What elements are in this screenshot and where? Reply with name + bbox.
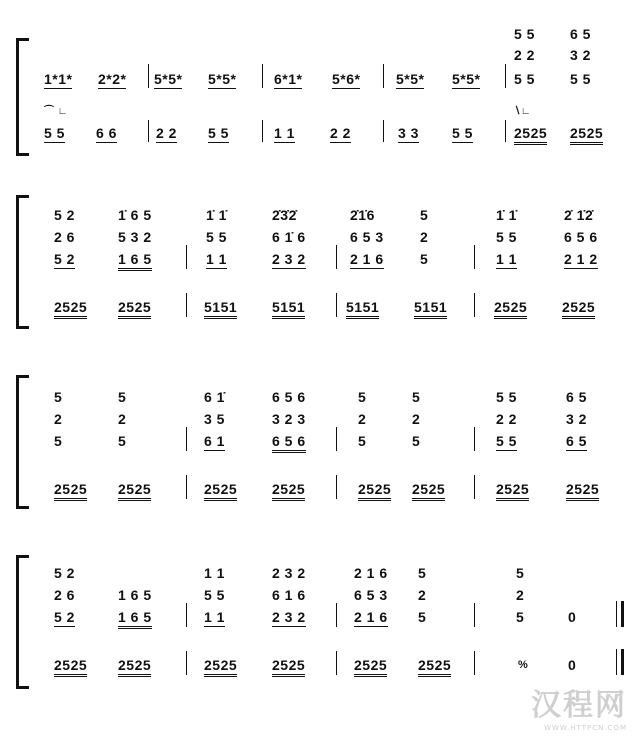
rest-zero: 0 — [568, 609, 577, 625]
system-2 — [0, 195, 641, 335]
note-group: 2525 — [418, 657, 451, 677]
note-group: 1 1 — [204, 609, 225, 625]
note-group: 2 6 — [54, 587, 75, 603]
repeat-mark: % — [518, 659, 529, 671]
bar-line — [474, 427, 475, 451]
note-group: 5 — [420, 251, 429, 267]
note-group: 6 5 6 — [272, 433, 306, 453]
note-group: 2 1 6 — [350, 251, 384, 267]
note-group: 1 6 5 — [118, 609, 152, 629]
system-brace — [16, 38, 29, 156]
note-group: 2525 — [118, 299, 151, 319]
watermark-url: WWW.HTTPCN.COM — [544, 724, 627, 732]
note-group: 5 — [418, 609, 427, 625]
note-group: 2525 — [354, 657, 387, 677]
bar-line — [336, 293, 337, 317]
note-group: 3 2 3 — [272, 411, 306, 427]
note-group: 2525 — [358, 481, 391, 501]
note-group: 5 — [516, 565, 525, 581]
note-group: 5 — [358, 389, 367, 405]
note-group: 5*5* — [452, 71, 481, 87]
note-group: 5 2 — [54, 609, 75, 625]
note-group: 5 — [118, 433, 127, 449]
system-brace — [16, 555, 29, 689]
note-group: 2525 — [204, 481, 237, 501]
note-group: 3 3 — [398, 125, 419, 141]
bar-line — [262, 120, 263, 142]
bar-line — [474, 651, 475, 675]
note-group: 5 2 — [54, 207, 75, 223]
note-group: 1 1 — [206, 251, 227, 267]
note-group: 2 — [412, 411, 421, 427]
note-group: 6 5 6 — [564, 229, 598, 245]
bar-line — [186, 603, 187, 627]
note-group: 5 — [358, 433, 367, 449]
note-group: 5*5* — [154, 71, 183, 87]
chord-top: 6 5 — [570, 26, 591, 42]
note-group: 1 6 5 — [118, 251, 152, 271]
note-group: 5 5 — [496, 433, 517, 449]
note-group: 5 5 — [204, 587, 225, 603]
bar-line — [148, 64, 149, 88]
note-group: 2 3 2 — [272, 251, 306, 267]
note-group: 1 1 — [274, 125, 295, 141]
note-group: 3 2 — [566, 411, 587, 427]
system-brace — [16, 195, 29, 329]
system-4 — [0, 555, 641, 695]
bar-line — [336, 651, 337, 675]
note-group: 2525 — [118, 657, 151, 677]
note-group: 5151 — [272, 299, 305, 319]
note-group: 2 1 6 — [354, 609, 388, 625]
bar-line — [262, 64, 263, 88]
bar-line — [474, 475, 475, 499]
note-group: 6 5 — [566, 389, 587, 405]
bar-line — [505, 64, 506, 88]
note-group: 5 — [54, 389, 63, 405]
slur-mark: ⌒ ∟ — [44, 106, 69, 117]
chord-low: 5 5 — [570, 71, 591, 87]
note-group: 2525 — [514, 125, 547, 145]
note-group: 6*1* — [274, 71, 303, 87]
note-group: 2525 — [54, 299, 87, 319]
note-group: 5 — [412, 433, 421, 449]
note-group: 1̇ 1̇ — [496, 207, 517, 223]
note-group: 2*2* — [98, 71, 127, 87]
note-group: 5 — [420, 207, 429, 223]
chord-mid: 2 2 — [514, 47, 535, 63]
note-group: 5 5 — [452, 125, 473, 141]
note-group: 2525 — [494, 299, 527, 319]
final-bar-line — [616, 649, 617, 675]
watermark-logo — [531, 680, 627, 732]
bar-line — [336, 475, 337, 499]
note-group: 1 1 — [204, 565, 225, 581]
note-group: 5 5 — [44, 125, 65, 141]
bar-line — [336, 603, 337, 627]
note-group: 2525 — [496, 481, 529, 501]
note-group: 2525 — [204, 657, 237, 677]
note-group: 6 1̇ — [204, 389, 225, 405]
bar-line — [474, 245, 475, 269]
note-group: 1 1 — [496, 251, 517, 267]
note-group: 1̇ 1̇ — [206, 207, 227, 223]
note-group: 2 — [54, 411, 63, 427]
note-group: 5 3 2 — [118, 229, 152, 245]
note-group: 2̇ 1̇2̇ — [564, 207, 594, 223]
note-group: 5 5 — [208, 125, 229, 141]
note-group: 2525 — [272, 481, 305, 501]
bar-line — [186, 293, 187, 317]
bar-line — [148, 120, 149, 142]
note-group: 5*6* — [332, 71, 361, 87]
note-group: 2̇3̇2̇ — [272, 207, 297, 223]
note-group: 2525 — [118, 481, 151, 501]
note-group: 5 5 — [496, 229, 517, 245]
note-group: 2 — [118, 411, 127, 427]
note-group: 5 5 — [496, 389, 517, 405]
note-group: 5 — [412, 389, 421, 405]
note-group: 6 5 — [566, 433, 587, 449]
system-3 — [0, 375, 641, 515]
slur-mark: ∖∟ — [514, 106, 532, 117]
bar-line — [186, 651, 187, 675]
note-group: 1 6 5 — [118, 587, 152, 603]
note-group: 3 5 — [204, 411, 225, 427]
note-group: 2 — [358, 411, 367, 427]
note-group: 2525 — [54, 657, 87, 677]
bar-line — [186, 427, 187, 451]
note-group: 2 2 — [330, 125, 351, 141]
note-group: 5*5* — [208, 71, 237, 87]
note-group: 2 6 — [54, 229, 75, 245]
note-group: 2 — [418, 587, 427, 603]
bar-line — [186, 475, 187, 499]
note-group: 1̇ 6 5 — [118, 207, 152, 223]
chord-low: 5 5 — [514, 71, 535, 87]
note-group: 6 1̇ 6 — [272, 229, 306, 245]
rest-zero: 0 — [568, 657, 577, 673]
note-group: 6 6 — [96, 125, 117, 141]
note-group: 2 3 2 — [272, 565, 306, 581]
note-group: 2525 — [412, 481, 445, 501]
chord-mid: 3 2 — [570, 47, 591, 63]
bar-line — [474, 293, 475, 317]
note-group: 2 2 — [156, 125, 177, 141]
final-bar-line — [621, 649, 624, 675]
note-group: 2 — [516, 587, 525, 603]
note-group: 2525 — [54, 481, 87, 501]
note-group: 5 2 — [54, 251, 75, 267]
note-group: 6 1 6 — [272, 587, 306, 603]
note-group: 2 2 — [496, 411, 517, 427]
note-group: 2525 — [272, 657, 305, 677]
bar-line — [383, 64, 384, 88]
note-group: 2 1 6 — [354, 565, 388, 581]
final-bar-line — [616, 601, 617, 627]
note-group: 1*1* — [44, 71, 73, 87]
note-group: 2̇1̇6 — [350, 207, 375, 223]
bar-line — [336, 245, 337, 269]
note-group: 2525 — [566, 481, 599, 501]
note-group: 5151 — [346, 299, 379, 319]
system-brace — [16, 375, 29, 509]
bar-line — [336, 427, 337, 451]
bar-line — [474, 603, 475, 627]
note-group: 6 1 — [204, 433, 225, 449]
note-group: 2525 — [562, 299, 595, 319]
chord-top: 5 5 — [514, 26, 535, 42]
note-group: 5 2 — [54, 565, 75, 581]
watermark-text: 汉程网 — [531, 688, 627, 723]
note-group: 5151 — [414, 299, 447, 319]
bar-line — [186, 245, 187, 269]
note-group: 2 3 2 — [272, 609, 306, 625]
note-group: 2 — [420, 229, 429, 245]
note-group: 6 5 3 — [354, 587, 388, 603]
system-1 — [0, 0, 641, 160]
final-bar-line — [621, 601, 624, 627]
note-group: 5 — [118, 389, 127, 405]
note-group: 5 5 — [206, 229, 227, 245]
note-group: 6 5 6 — [272, 389, 306, 405]
bar-line — [383, 120, 384, 142]
note-group: 5151 — [204, 299, 237, 319]
bar-line — [505, 120, 506, 142]
note-group: 5 — [54, 433, 63, 449]
note-group: 2 1 2 — [564, 251, 598, 267]
note-group: 5*5* — [396, 71, 425, 87]
note-group: 5 — [516, 609, 525, 625]
note-group: 2525 — [570, 125, 603, 145]
note-group: 6 5 3 — [350, 229, 384, 245]
note-group: 5 — [418, 565, 427, 581]
